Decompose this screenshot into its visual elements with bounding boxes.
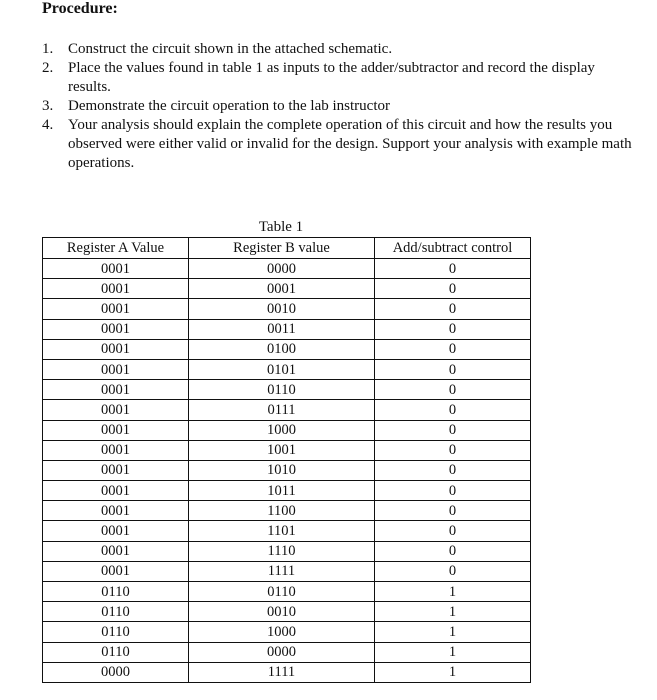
table-caption: Table 1: [258, 219, 304, 235]
register-b-cell: 1110: [189, 541, 375, 561]
table-row: [43, 622, 531, 642]
procedure-step: [42, 116, 632, 173]
add-subtract-control-cell: 0: [375, 420, 531, 440]
register-a-cell: 0001: [43, 521, 189, 541]
register-a-cell: 0110: [43, 642, 189, 662]
table-row: [43, 339, 531, 359]
add-subtract-control-cell: 0: [375, 359, 531, 379]
register-b-cell: 0000: [189, 259, 375, 279]
step-text: Place the values found in table 1 as inputs to the adder/subtractor and record the display results.: [68, 60, 595, 95]
table-row: [43, 541, 531, 561]
register-b-cell: 1000: [189, 622, 375, 642]
add-subtract-control-cell: 1: [375, 582, 531, 602]
register-a-cell: 0001: [43, 481, 189, 501]
register-b-cell: 0001: [189, 279, 375, 299]
register-b-cell: 0010: [189, 299, 375, 319]
table-body: [43, 259, 531, 683]
column-header-register-b: Register B value: [189, 238, 375, 259]
column-header-add-subtract-control: Add/subtract control: [375, 238, 531, 259]
register-a-cell: 0001: [43, 501, 189, 521]
register-b-cell: 0010: [189, 602, 375, 622]
column-header-register-a: Register A Value: [43, 238, 189, 259]
table-row: [43, 481, 531, 501]
register-a-cell: 0110: [43, 622, 189, 642]
register-a-cell: 0001: [43, 400, 189, 420]
register-a-cell: 0001: [43, 299, 189, 319]
table-row: [43, 279, 531, 299]
register-b-cell: 1111: [189, 662, 375, 682]
procedure-step: [42, 59, 632, 97]
register-b-cell: 1111: [189, 561, 375, 581]
register-b-cell: 1010: [189, 460, 375, 480]
table-row: [43, 521, 531, 541]
procedure-steps-list: [42, 40, 632, 173]
step-number: 1.: [42, 41, 54, 57]
table-row: [43, 299, 531, 319]
register-a-cell: 0001: [43, 561, 189, 581]
register-a-cell: 0000: [43, 662, 189, 682]
register-a-cell: 0001: [43, 319, 189, 339]
step-number: 3.: [42, 98, 54, 114]
register-a-cell: 0001: [43, 440, 189, 460]
register-a-cell: 0110: [43, 602, 189, 622]
register-b-cell: 0000: [189, 642, 375, 662]
procedure-step: [42, 40, 632, 59]
add-subtract-control-cell: 0: [375, 339, 531, 359]
register-b-cell: 1101: [189, 521, 375, 541]
table-row: [43, 420, 531, 440]
add-subtract-control-cell: 0: [375, 400, 531, 420]
procedure-heading: Procedure:: [42, 0, 118, 17]
register-b-cell: 1011: [189, 481, 375, 501]
step-text: Your analysis should explain the complete operation of this circuit and how the results you observed were either valid or invalid for the design. Support your analysis with example math operations.: [68, 117, 632, 171]
step-number: 2.: [42, 60, 54, 76]
register-a-cell: 0001: [43, 339, 189, 359]
register-b-cell: 0111: [189, 400, 375, 420]
add-subtract-control-cell: 0: [375, 521, 531, 541]
add-subtract-control-cell: 1: [375, 662, 531, 682]
table-row: [43, 359, 531, 379]
table-row: [43, 602, 531, 622]
register-b-cell: 0100: [189, 339, 375, 359]
add-subtract-control-cell: 0: [375, 380, 531, 400]
register-b-cell: 1000: [189, 420, 375, 440]
table-row: [43, 460, 531, 480]
add-subtract-control-cell: 0: [375, 299, 531, 319]
register-b-cell: 0011: [189, 319, 375, 339]
step-text: Construct the circuit shown in the attached schematic.: [68, 41, 393, 57]
add-subtract-control-cell: 0: [375, 561, 531, 581]
add-subtract-control-cell: 1: [375, 642, 531, 662]
table-row: [43, 319, 531, 339]
step-number: 4.: [42, 117, 54, 133]
table-row: [43, 259, 531, 279]
register-a-cell: 0001: [43, 541, 189, 561]
table-row: [43, 582, 531, 602]
add-subtract-control-cell: 0: [375, 440, 531, 460]
register-a-cell: 0001: [43, 359, 189, 379]
add-subtract-control-cell: 0: [375, 481, 531, 501]
add-subtract-control-cell: 1: [375, 602, 531, 622]
add-subtract-control-cell: 0: [375, 460, 531, 480]
register-a-cell: 0110: [43, 582, 189, 602]
table-row: [43, 662, 531, 682]
table-header-row: [43, 238, 531, 259]
register-b-cell: 0110: [189, 380, 375, 400]
table-row: [43, 501, 531, 521]
register-b-cell: 1100: [189, 501, 375, 521]
add-subtract-control-cell: 0: [375, 319, 531, 339]
add-subtract-control-cell: 0: [375, 279, 531, 299]
register-a-cell: 0001: [43, 460, 189, 480]
add-subtract-control-cell: 0: [375, 501, 531, 521]
table-row: [43, 561, 531, 581]
register-a-cell: 0001: [43, 380, 189, 400]
add-subtract-control-cell: 0: [375, 259, 531, 279]
register-b-cell: 0110: [189, 582, 375, 602]
table-row: [43, 380, 531, 400]
register-b-cell: 0101: [189, 359, 375, 379]
table-row: [43, 440, 531, 460]
register-a-cell: 0001: [43, 279, 189, 299]
add-subtract-control-cell: 1: [375, 622, 531, 642]
register-values-table: [42, 237, 531, 683]
table-row: [43, 642, 531, 662]
register-a-cell: 0001: [43, 259, 189, 279]
procedure-step: [42, 97, 632, 116]
add-subtract-control-cell: 0: [375, 541, 531, 561]
step-text: Demonstrate the circuit operation to the lab instructor: [68, 98, 390, 114]
register-a-cell: 0001: [43, 420, 189, 440]
register-b-cell: 1001: [189, 440, 375, 460]
table-row: [43, 400, 531, 420]
